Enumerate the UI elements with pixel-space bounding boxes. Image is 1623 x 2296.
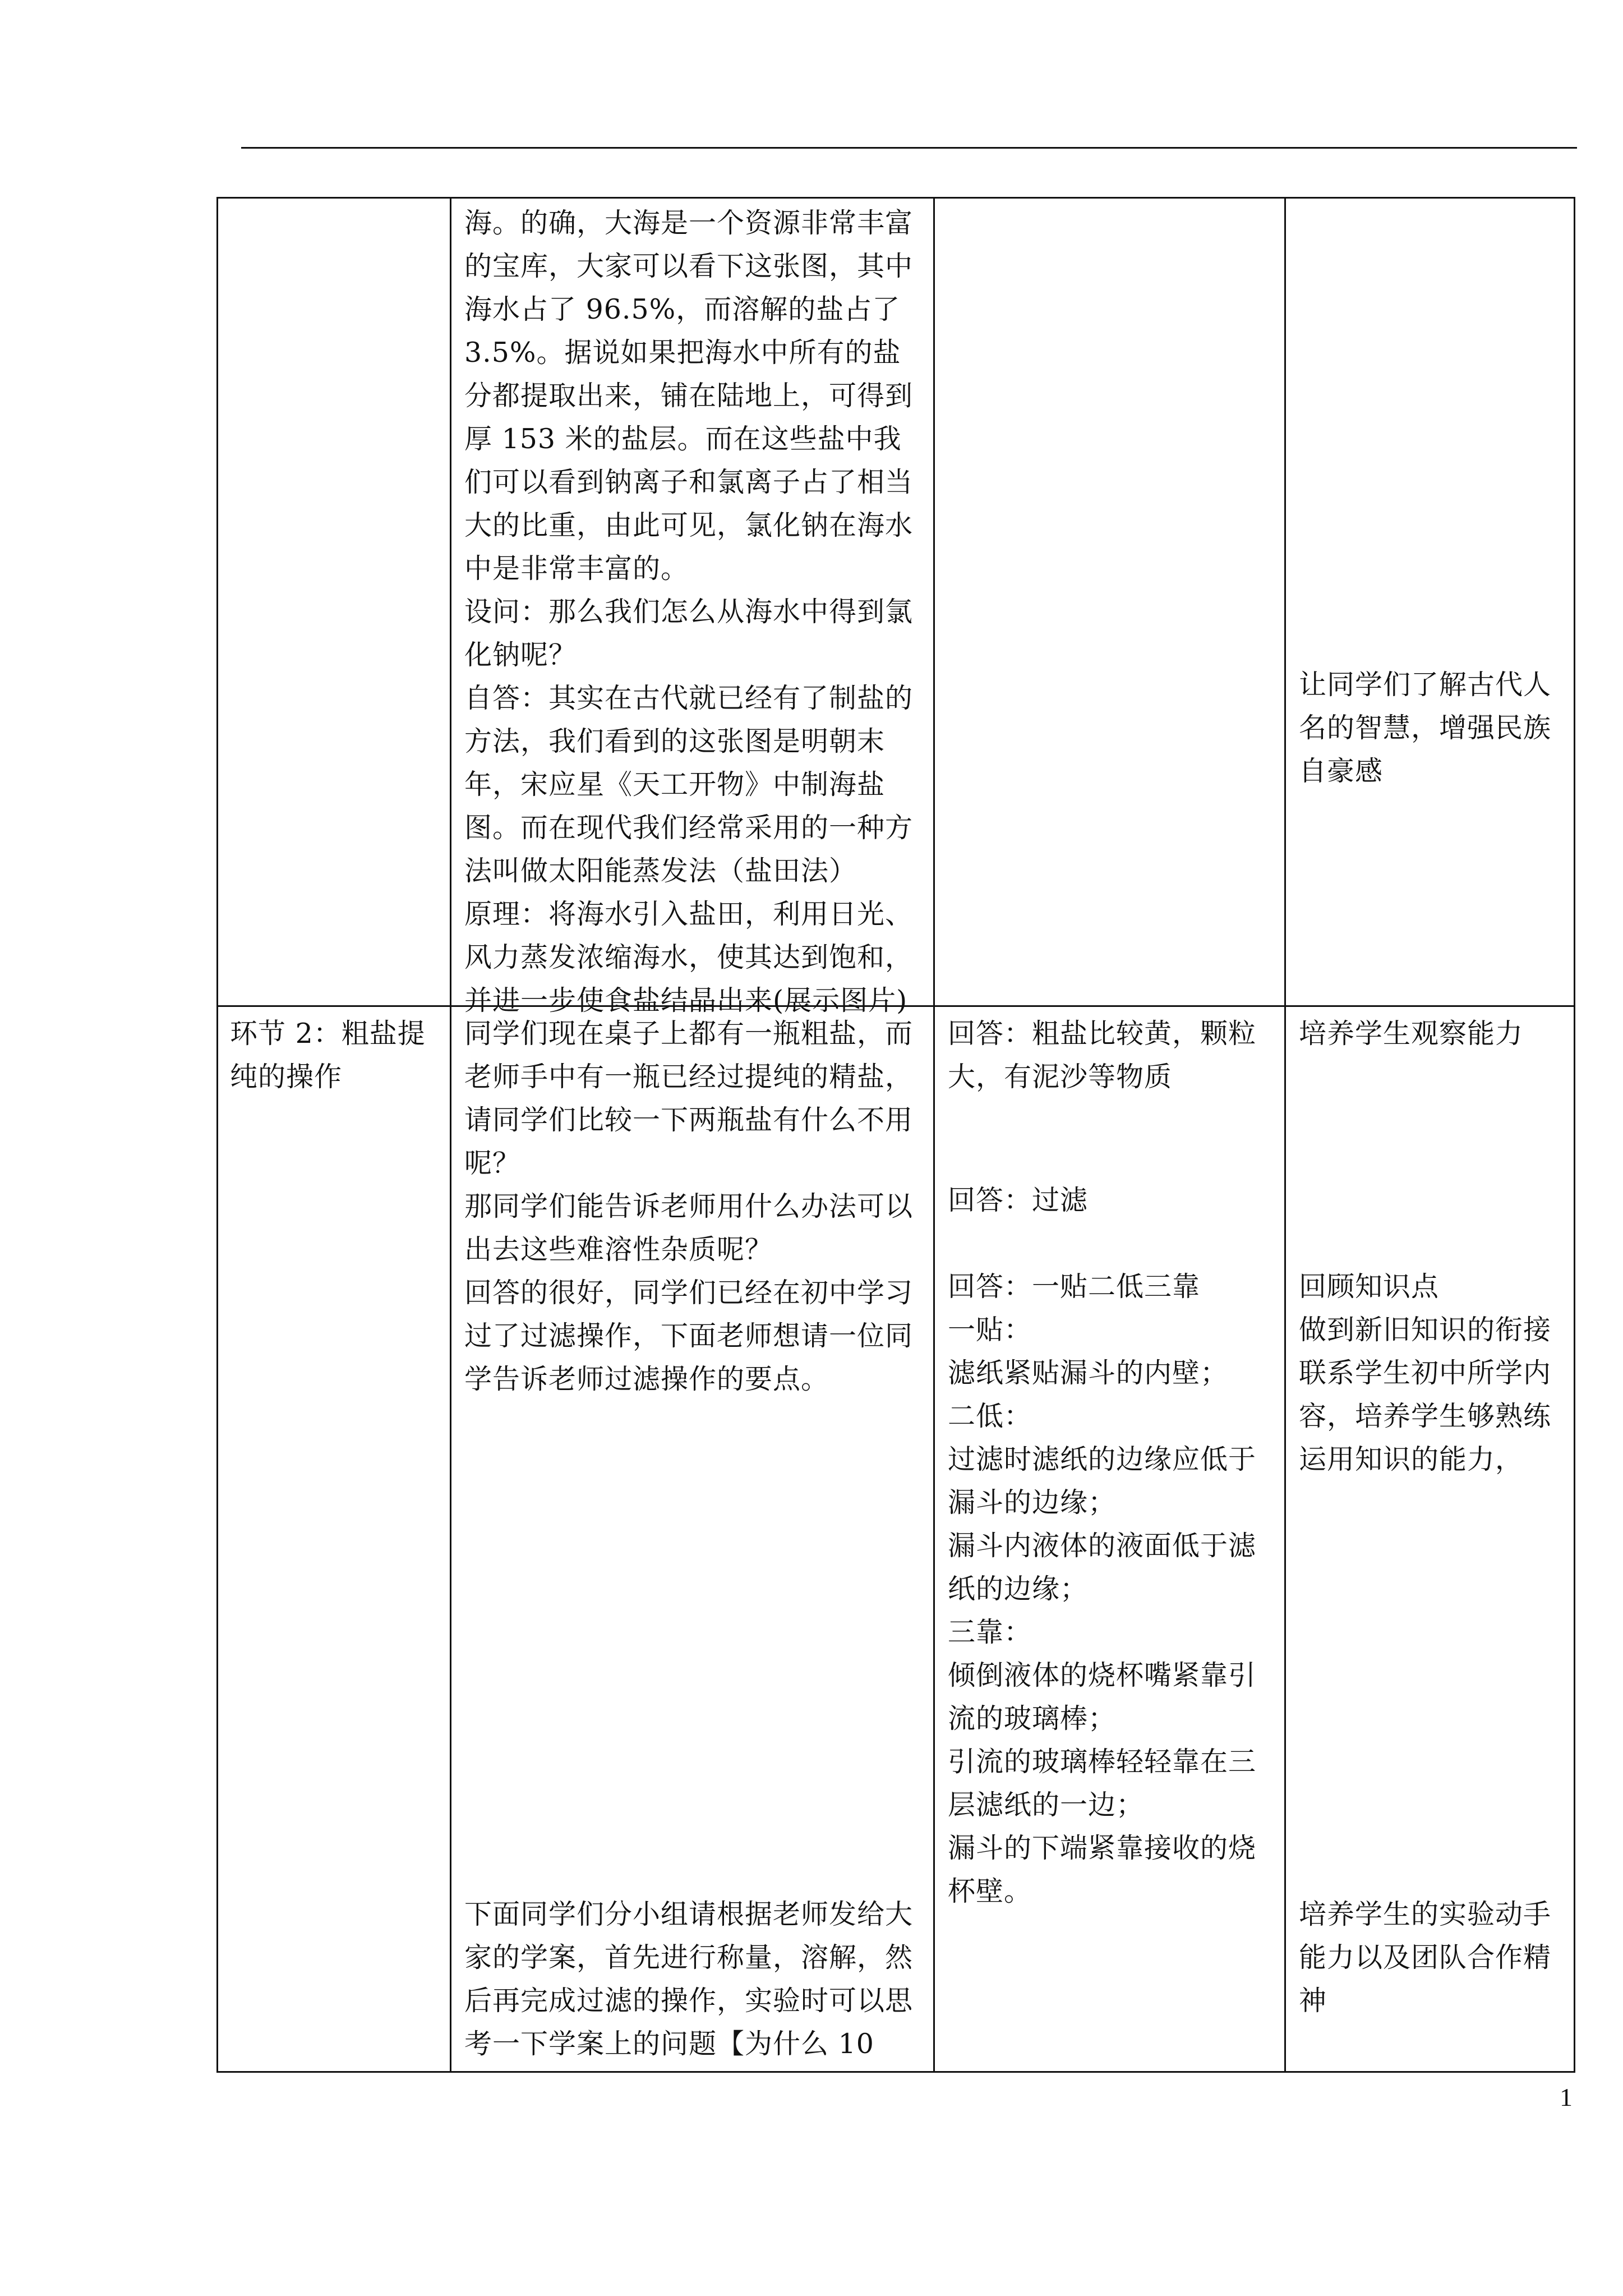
row2-student-line-5: 滤纸紧贴漏斗的内壁； (948, 1357, 1229, 1389)
row2-teacher-para-4: 下面同学们分小组请根据老师发给大家的学案，首先进行称量，溶解，然后再完成过滤的操作，实验时可以思考一下学案上的问题【为什么 10 (464, 1898, 914, 2060)
row2-student-line-11: 引流的玻璃棒轻轻靠在三层滤纸的一边； (948, 1746, 1257, 1821)
row2-intent-cell-c (1284, 1893, 1575, 2022)
row2-intent-cell-b (1284, 1265, 1575, 1481)
row2-teacher-cell-b (450, 1893, 933, 2065)
row1-teacher-para-4: 原理：将海水引入盐田，利用日光、风力蒸发浓缩海水，使其达到饱和，并进一步使食盐结晶出来(展示图片) (464, 898, 914, 1016)
row2-student-line-7: 过滤时滤纸的边缘应低于漏斗的边缘； (948, 1443, 1257, 1519)
row1-student-cell (933, 197, 1284, 1005)
row2-student-cell-c (933, 1265, 1284, 1913)
row2-teacher-para-2: 那同学们能告诉老师用什么办法可以出去这些难溶性杂质呢？ (464, 1190, 914, 1266)
row2-student-line-12: 漏斗的下端紧靠接收的烧杯壁。 (948, 1832, 1257, 1907)
row2-intent-2: 回顾知识点 (1299, 1271, 1440, 1303)
row2-intent-cell-a (1284, 1005, 1575, 1055)
row2-student-line-6: 二低： (948, 1400, 1032, 1432)
row2-stage-text: 环节 2：粗盐提纯的操作 (230, 1018, 426, 1093)
column-divider-3 (1284, 197, 1286, 2073)
row2-student-cell-a (933, 1005, 1284, 1098)
row2-student-answer-3: 回答：一贴二低三靠 (948, 1271, 1201, 1303)
row2-student-line-4: 一贴： (948, 1314, 1032, 1346)
row2-teacher-para-3: 回答的很好，同学们已经在初中学习过了过滤操作，下面老师想请一位同学告诉老师过滤操作的要点。 (464, 1277, 914, 1395)
row2-teacher-cell-a (450, 1005, 933, 1401)
row1-intent-text: 让同学们了解古代人名的智慧，增强民族自豪感 (1299, 669, 1552, 787)
row1-teacher-para-2: 设问：那么我们怎么从海水中得到氯化钠呢？ (464, 596, 914, 671)
page-number: 1 (1560, 2083, 1573, 2111)
row2-intent-1: 培养学生观察能力 (1299, 1018, 1524, 1050)
row1-stage-cell (216, 197, 450, 1005)
header-rule (241, 147, 1577, 149)
row2-student-cell-b (933, 1179, 1284, 1222)
row1-teacher-para-1: 海。的确，大海是一个资源非常丰富的宝库，大家可以看下这张图，其中海水占了 96.5%，而溶解的盐占了 3.5%。据说如果把海水中所有的盐分都提取出来，铺在陆地上，可得到厚 153 米的盐层。而在这些盐中我们可以看到钠离子和氯离子占了相当大的比重，由此可见，氯化钠在海水中是非常丰富的。 (464, 207, 914, 585)
row2-student-answer-2: 回答：过滤 (948, 1184, 1089, 1216)
row1-intent-cell (1284, 663, 1575, 793)
row2-student-line-9: 三靠： (948, 1616, 1032, 1648)
row1-teacher-para-3: 自答：其实在古代就已经有了制盐的方法，我们看到的这张图是明朝末年，宋应星《天工开物》中制海盐图。而在现代我们经常采用的一种方法叫做太阳能蒸发法（盐田法） (464, 682, 914, 887)
row2-teacher-para-1: 同学们现在桌子上都有一瓶粗盐，而老师手中有一瓶已经过提纯的精盐，请同学们比较一下两瓶盐有什么不用呢？ (464, 1018, 914, 1179)
row2-student-answer-1: 回答：粗盐比较黄，颗粒大，有泥沙等物质 (948, 1018, 1257, 1093)
row1-teacher-cell (450, 197, 933, 1016)
row2-intent-4: 培养学生的实验动手能力以及团队合作精神 (1299, 1898, 1552, 2017)
row2-stage-cell (216, 1005, 450, 1098)
row2-student-line-8: 漏斗内液体的液面低于滤纸的边缘； (948, 1530, 1257, 1605)
row2-intent-3: 做到新旧知识的衔接联系学生初中所学内容，培养学生够熟练运用知识的能力， (1299, 1314, 1552, 1475)
row2-student-line-10: 倾倒液体的烧杯嘴紧靠引流的玻璃棒； (948, 1659, 1257, 1734)
